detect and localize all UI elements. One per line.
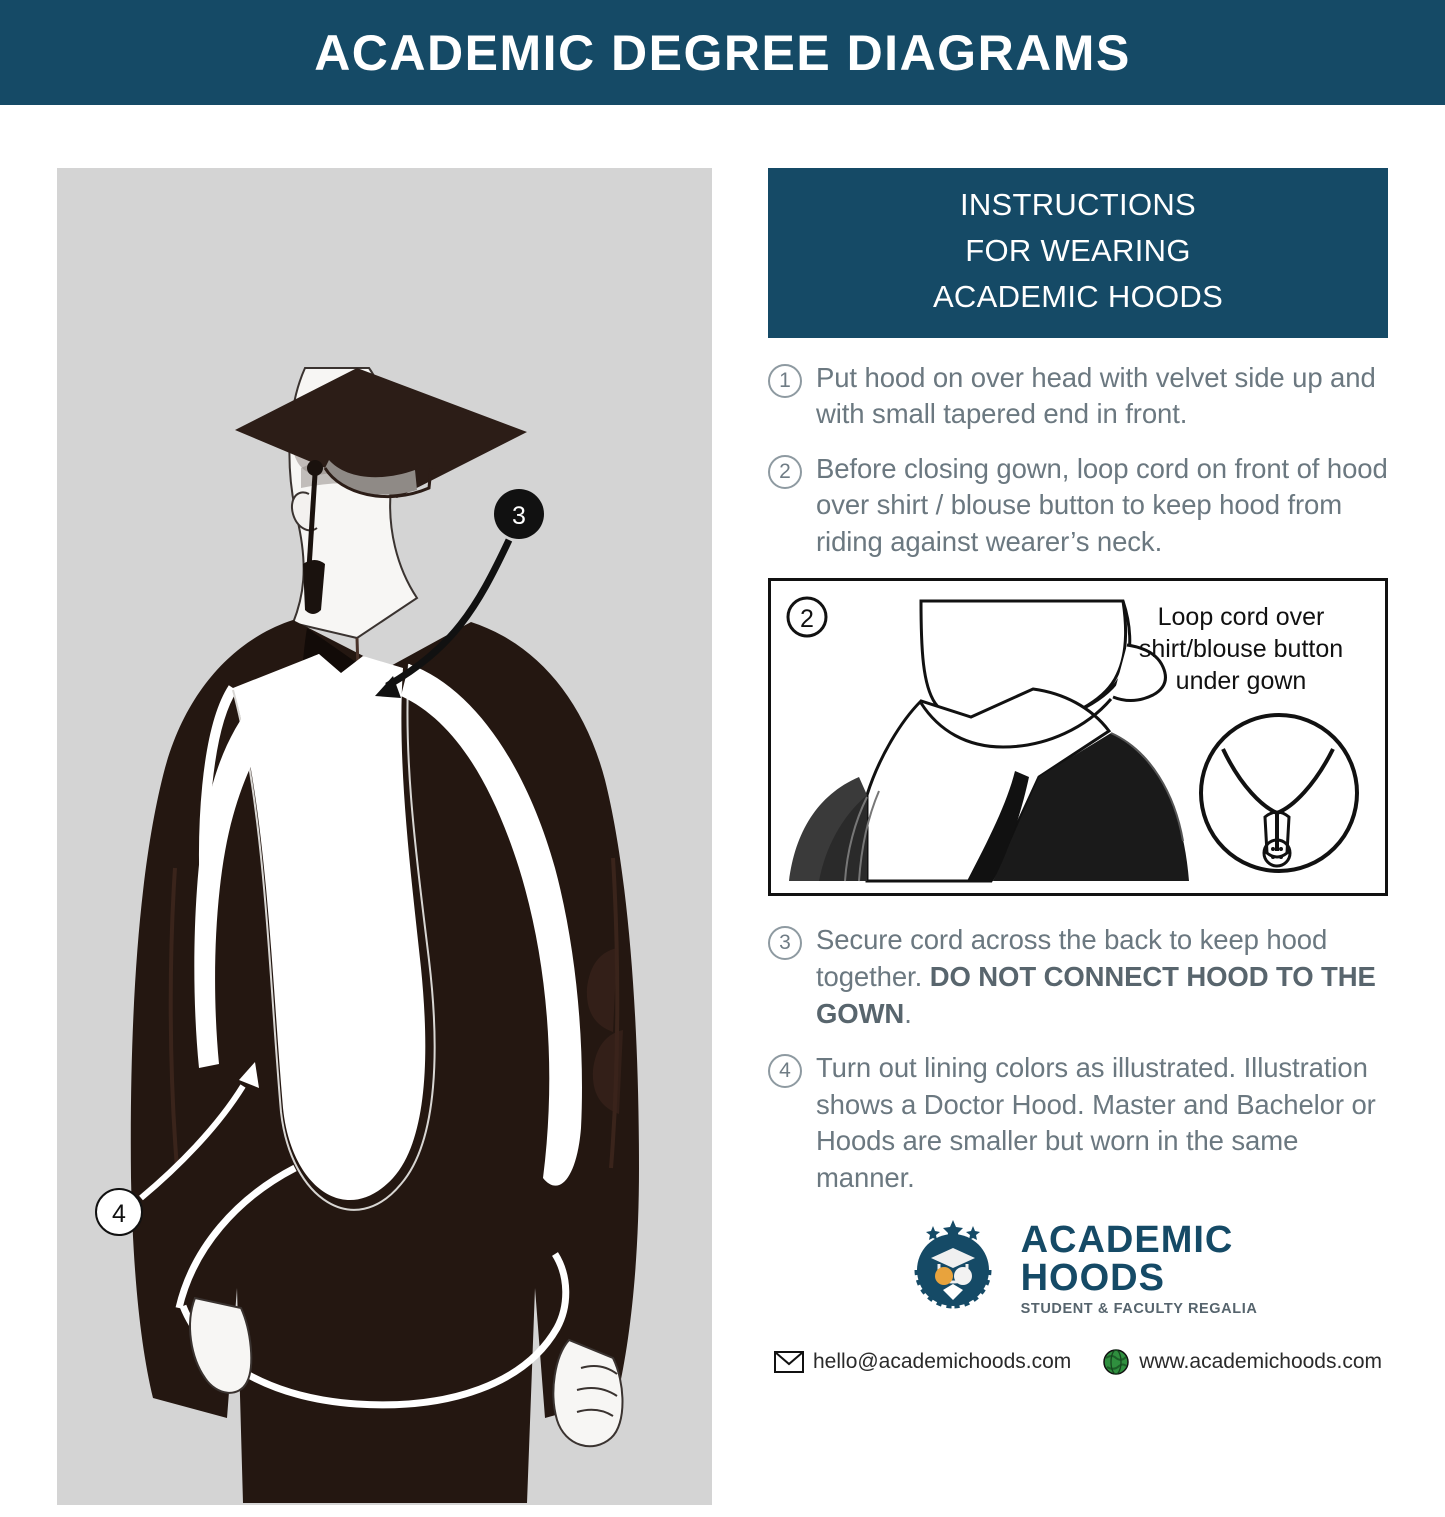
step-text (816, 922, 1388, 1032)
inset-caption-line1: Loop cord over (1157, 603, 1325, 632)
instructions-banner-line3: ACADEMIC HOODS (932, 278, 1224, 314)
step-text: Before closing gown, loop cord on front of hood over shirt / blouse button to keep hood from riding against wearer’s neck. (816, 452, 1388, 557)
step-number-badge: 3 (768, 926, 802, 960)
academic-hoods-emblem-icon (899, 1214, 1007, 1322)
instruction-step-4 (768, 1050, 1388, 1196)
step-3-text-bold: DO NOT CONNECT HOOD TO THE GOWN (816, 961, 1376, 1029)
instructions-banner-line1: INSTRUCTIONS (959, 187, 1197, 222)
illustration-callout-3-label: 3 (512, 502, 526, 530)
inset-caption-line2: shirt/blouse button (1138, 635, 1344, 664)
step-3-text-tail: . (904, 997, 912, 1029)
graduate-illustration-panel (57, 168, 712, 1505)
step-text: Put hood on over head with velvet side up and with small tapered end in front. (816, 361, 1376, 430)
inset-step-number: 2 (800, 605, 814, 634)
step-number-badge: 2 (768, 455, 802, 489)
instruction-step-2 (768, 451, 1388, 561)
email-contact[interactable] (774, 1350, 1071, 1374)
inset-figure-step2 (768, 578, 1388, 896)
instructions-column (768, 168, 1388, 1376)
instruction-step-3 (768, 922, 1388, 1032)
instructions-banner (768, 168, 1388, 338)
footer-contacts (768, 1348, 1388, 1376)
instructions-banner-line2: FOR WEARING (965, 232, 1191, 268)
illustration-callout-4-label: 4 (112, 1200, 126, 1228)
brand-line2: HOODS (1020, 1256, 1165, 1299)
brand-line1: ACADEMIC (1020, 1218, 1234, 1261)
globe-icon (1102, 1348, 1130, 1376)
envelope-icon (774, 1351, 804, 1373)
step-number-badge: 4 (768, 1054, 802, 1088)
email-text: hello@academichoods.com (813, 1350, 1072, 1374)
brand-tagline: STUDENT & FACULTY REGALIA (1020, 1300, 1258, 1317)
step-number-badge: 1 (768, 364, 802, 398)
step-3-text-a: Secure cord across the back to keep hood together. (816, 924, 1328, 992)
website-contact[interactable] (1102, 1348, 1382, 1376)
website-text: www.academichoods.com (1139, 1350, 1382, 1374)
inset-illustration (771, 581, 1385, 893)
brand-logo (768, 1214, 1388, 1322)
step-text: Turn out lining colors as illustrated. Illustration shows a Doctor Hood. Master and Bachelor or Hoods are smaller but worn in the same manner. (816, 1052, 1376, 1193)
inset-caption-line3: under gown (1175, 667, 1307, 696)
brand-wordmark (1020, 1218, 1258, 1317)
instruction-step-1 (768, 360, 1388, 433)
graduate-illustration (57, 168, 712, 1505)
page-title: ACADEMIC DEGREE DIAGRAMS (314, 24, 1131, 81)
page-header (0, 0, 1445, 105)
instruction-steps (768, 360, 1388, 1197)
